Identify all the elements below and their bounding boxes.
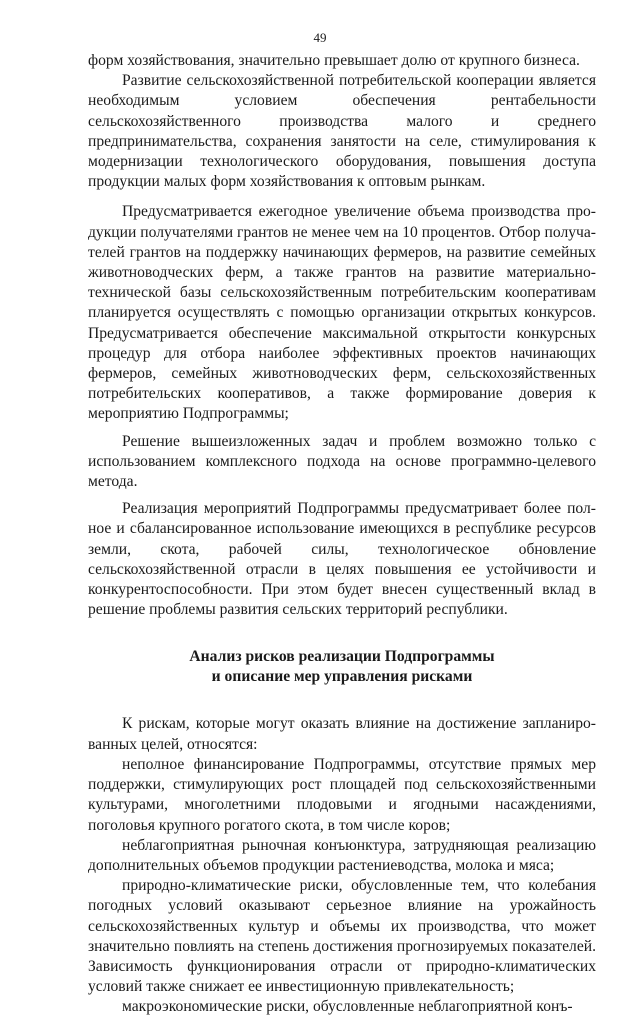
paragraph-risk-macroeconomic: макроэкономические риски, обусловленные неблагоприятной конъ- [122, 998, 573, 1016]
paragraph-implementation: Реализация мероприятий Подпрограммы предусматривает более полное и сбалансированное использование имеющихся в республике ресурсов земли, скота, рабочей силы, технологическое обновление сельскохозяйственной отрасли в целях повышения ее устойчивости и конкурентоспособности. При этом будет внесен существенный вклад в решение проблемы развития сельских территорий республики. [88, 500, 596, 619]
paragraph-risk-climate: природно-климатические риски, обусловленные тем, что колебания погодных условий оказывают серьезное влияние на урожайность сельскохозяйственных культур и объемы их производства, что может значительно повлиять на степень достижения прогнозируемых показателей. Зависимость функционирования отрасли от природно-климатических условий также снижает ее инвестиционную привлекательность; [88, 877, 596, 996]
paragraph-cooperation: Развитие сельскохозяйственной потребительской кооперации является необходимым условием обеспечения рентабельности сельскохозяйственного производства малого и среднего предпринимательства, сохранения занятости на селе, стимулирования к модернизации технологического оборудования, повышения доступа продукции малых форм хозяйствования к оптовым рынкам. [88, 72, 596, 191]
section-heading-line-2: и описание мер управления рисками [211, 668, 473, 686]
paragraph-continuation: форм хозяйствования, значительно превышает долю от крупного бизнеса. [88, 52, 580, 69]
paragraph-grants: Предусматривается ежегодное увеличение объема производства продукции получателями грантов не менее чем на 10 процентов. Отбор получателей грантов на поддержку начинающих фермеров, на развитие семейных животноводческих ферм, а также грантов на развитие материально-технической базы сельскохозяйственным потребительским кооперативам планируется осуществлять с помощью организации открытых конкурсов. Предусматривается обеспечение максимальной открытости конкурсных процедур для отбора наиболее эффективных проектов начинающих фермеров, семейных животноводческих ферм, сельскохозяйственных потребительских кооперативов, а также формирование доверия к мероприятию Подпрограммы; [88, 203, 596, 423]
section-heading-line-1: Анализ рисков реализации Подпрограммы [189, 648, 495, 666]
document-body [88, 51, 596, 1018]
section-heading [88, 647, 596, 687]
paragraph-risk-financing: неполное финансирование Подпрограммы, отсутствие прямых мер поддержки, стимулирующих рост площадей под сельскохозяйственными культурами, многолетними плодовыми и ягодными насаждениями, поголовья крупного рогатого скота, в том числе коров; [88, 755, 596, 834]
paragraph-risk-market: неблагоприятная рыночная конъюнктура, затрудняющая реализацию дополнительных объемов продукции растениеводства, молока и мяса; [88, 836, 596, 874]
page-number: 49 [313, 30, 327, 45]
paragraph-risks-intro: К рискам, которые могут оказать влияние на достижение запланированных целей, относятся: [88, 715, 596, 753]
paragraph-solution: Решение вышеизложенных задач и проблем возможно только с использованием комплексного подхода на основе программно-целевого метода. [88, 432, 596, 491]
